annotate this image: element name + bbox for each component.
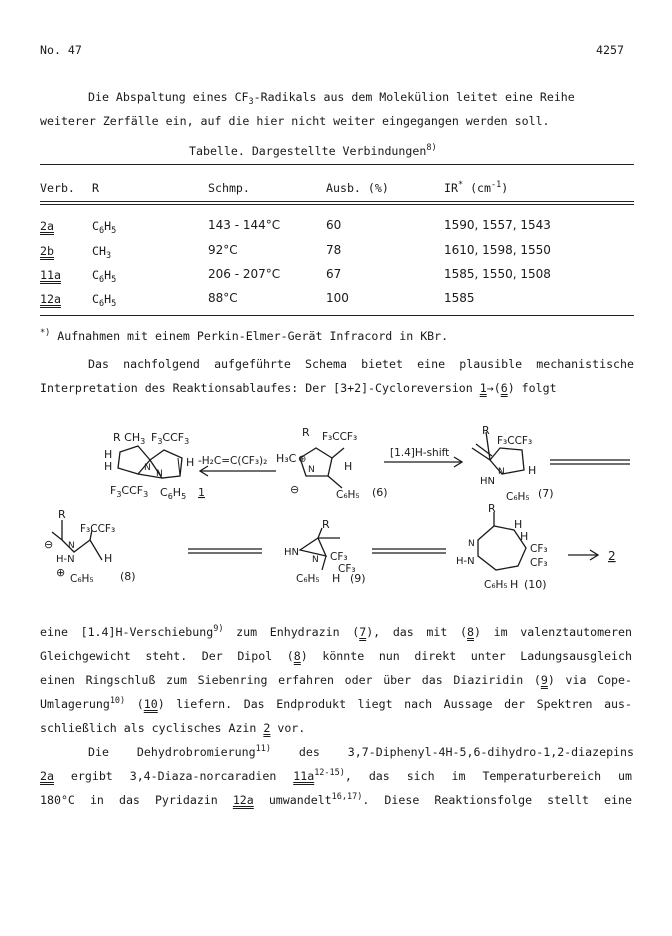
c7-h-label: H	[528, 464, 537, 477]
c8-phenyl-label: C₆H₅	[70, 573, 94, 585]
cell-schmp: 88°C	[208, 291, 238, 305]
c7-r-label: R	[482, 424, 490, 437]
c10-h-label: H	[520, 530, 529, 543]
cell-schmp: 92°C	[208, 243, 238, 257]
table-footnote: *) Aufnahmen mit einem Perkin-Elmer-Gerät Infracord in KBr.	[40, 328, 449, 343]
c10-phenyl-label: C₆H₅	[484, 579, 508, 591]
c8-h-label: H	[104, 552, 113, 565]
cell-verb: 12a	[40, 292, 61, 306]
para4-line-1: Die Dehydrobromierung$^{11)}$ des 3,7-Diphenyl-4H-5,6-dihydro-1,2-diazepins	[88, 744, 634, 759]
c8-r-label: R	[58, 508, 66, 521]
c10-cf-label: CF₃	[530, 543, 548, 555]
journal-number: No. 47	[40, 43, 82, 57]
c7-phenyl-label: C₆H₅	[506, 491, 530, 503]
c1-h-label: H	[104, 460, 113, 473]
page-number: 4257	[596, 43, 624, 57]
arrow-label-elimination: -H₂C=C(CF₃)₂	[198, 455, 268, 467]
col-header-verb: Verb.	[40, 181, 75, 195]
c6-methyl-label: H₃C	[276, 452, 297, 465]
compound-label-9: (9)	[350, 572, 366, 585]
c10-n-label: N	[468, 539, 475, 549]
col-header-ausb: Ausb. (%)	[326, 181, 389, 195]
structure-compound-9	[300, 528, 340, 570]
c6-h-label: H	[344, 460, 353, 473]
cell-verb: 2a	[40, 219, 54, 233]
charge-minus-icon: ⊖	[44, 538, 54, 551]
cell-r: $C_6H_5$	[92, 219, 117, 236]
col-header-schmp: Schmp.	[208, 181, 250, 195]
cell-ir: 1585, 1550, 1508	[444, 267, 551, 281]
cell-ausb: 100	[326, 291, 349, 305]
c10-h-label: H	[510, 578, 519, 591]
c8-n-label: N	[68, 541, 75, 551]
compound-label-7: (7)	[538, 487, 554, 500]
c9-cf-label: CF₃	[330, 551, 348, 563]
c1-n-label: N	[144, 463, 151, 473]
c10-h-label: H	[514, 518, 523, 531]
compound-label-6: (6)	[372, 486, 388, 499]
c1-top-label: R $CH_3$	[113, 431, 146, 446]
cell-ir: 1610, 1598, 1550	[444, 243, 551, 257]
c1-h-label: H	[104, 448, 113, 461]
c9-n-label: N	[312, 555, 319, 565]
table-caption: Tabelle. Dargestellte Verbindungen$^{8)}$	[189, 143, 437, 158]
cell-r: $C_6H_5$	[92, 292, 117, 309]
para3-line-1: eine [1.4]H-Verschiebung$^{9)}$ zum Enhydrazin (7), das mit (8) im valenztautomeren	[40, 624, 632, 639]
para3-line-4: Umlagerung$^{10)}$ (10) liefern. Das Endprodukt liegt nach Aussage der Spektren aus-	[40, 696, 632, 711]
c10-r-label: R	[488, 502, 496, 515]
cell-ausb: 78	[326, 243, 342, 257]
c8-hn-label: H-N	[56, 554, 75, 565]
para4-line-3: 180°C in das Pyridazin 12a umwandelt$^{16,17)}$. Diese Reaktionsfolge stellt eine	[40, 792, 632, 807]
c10-hn-label: H-N	[456, 556, 475, 567]
para2-line-1: Das nachfolgend aufgeführte Schema bietet eine plausible mechanistische	[88, 357, 634, 371]
intro-line-1: Die Abspaltung eines $CF_3$-Radikals aus dem Molekülion leitet eine Reihe	[88, 90, 575, 107]
charge-plus-icon: ⊕	[298, 454, 307, 465]
c9-hn-label: HN	[284, 547, 299, 558]
cell-ir: 1585	[444, 291, 475, 305]
c1-bottom-cf-label: $F_3CCF_3$	[110, 484, 149, 499]
cell-ausb: 60	[326, 218, 342, 232]
c7-hn-label: HN	[480, 476, 495, 487]
cell-r: $C_6H_5$	[92, 268, 117, 285]
c1-n-label: N	[156, 469, 163, 479]
arrow-label-h-shift: [1.4]H-shift	[390, 447, 450, 459]
c10-cf-label: CF₃	[530, 557, 548, 569]
c1-h-label: H	[186, 456, 195, 469]
compound-label-8: (8)	[120, 570, 136, 583]
cell-verb: 2b	[40, 244, 54, 258]
c7-cf-label: F₃CCF₃	[497, 435, 533, 447]
charge-plus-icon: ⊕	[56, 566, 66, 579]
c1-phenyl-label: $C_6H_5$	[160, 486, 187, 501]
cell-verb: 11a	[40, 268, 61, 282]
c8-cf-label: F₃CCF₃	[80, 523, 116, 535]
c6-n-label: N	[308, 465, 315, 475]
c9-r-label: R	[322, 518, 330, 531]
c6-r-label: R	[302, 426, 310, 439]
para3-line-5: schließlich als cyclisches Azin 2 vor.	[40, 721, 306, 735]
c9-h-label: H	[332, 572, 341, 585]
compound-label-10: (10)	[524, 578, 547, 591]
charge-minus-icon: ⊖	[290, 483, 300, 496]
intro-line-2: weiterer Zerfälle ein, auf die hier nicht weiter eingegangen werden soll.	[40, 114, 550, 128]
structure-compound-6	[300, 448, 344, 488]
col-header-r: R	[92, 181, 99, 195]
c1-cf-label: $F_3CCF_3$	[151, 431, 190, 446]
product-label-2: 2	[608, 549, 616, 563]
cell-schmp: 143 - 144°C	[208, 218, 281, 232]
cell-r: $CH_3$	[92, 244, 112, 261]
c7-n-label: N	[498, 467, 505, 477]
para3-line-2: Gleichgewicht steht. Der Dipol (8) könnte nun direkt unter Ladungsausgleich	[40, 649, 632, 663]
cell-ausb: 67	[326, 267, 342, 281]
para2-line-2: Interpretation des Reaktionsablaufes: Der [3+2]-Cycloreversion 1→(6) folgt	[40, 381, 557, 395]
cell-schmp: 206 - 207°C	[208, 267, 281, 281]
c6-cf-label: F₃CCF₃	[322, 431, 358, 443]
c9-phenyl-label: C₆H₅	[296, 573, 320, 585]
c9-cf-label: CF₃	[338, 563, 356, 575]
c6-phenyl-label: C₆H₅	[336, 489, 360, 501]
col-header-ir: IR* $(cm^{-1})$	[444, 180, 509, 195]
para4-line-2: 2a ergibt 3,4-Diaza-norcaradien $11a^{12-15)}$, das sich im Temperaturbereich um	[40, 768, 632, 783]
cell-ir: 1590, 1557, 1543	[444, 218, 551, 232]
structure-compound-1	[118, 446, 182, 478]
compound-label-1: 1	[198, 486, 205, 499]
para3-line-3: einen Ringschluß zum Siebenring erfahren oder über das Diaziridin (9) via Cope-	[40, 673, 632, 687]
